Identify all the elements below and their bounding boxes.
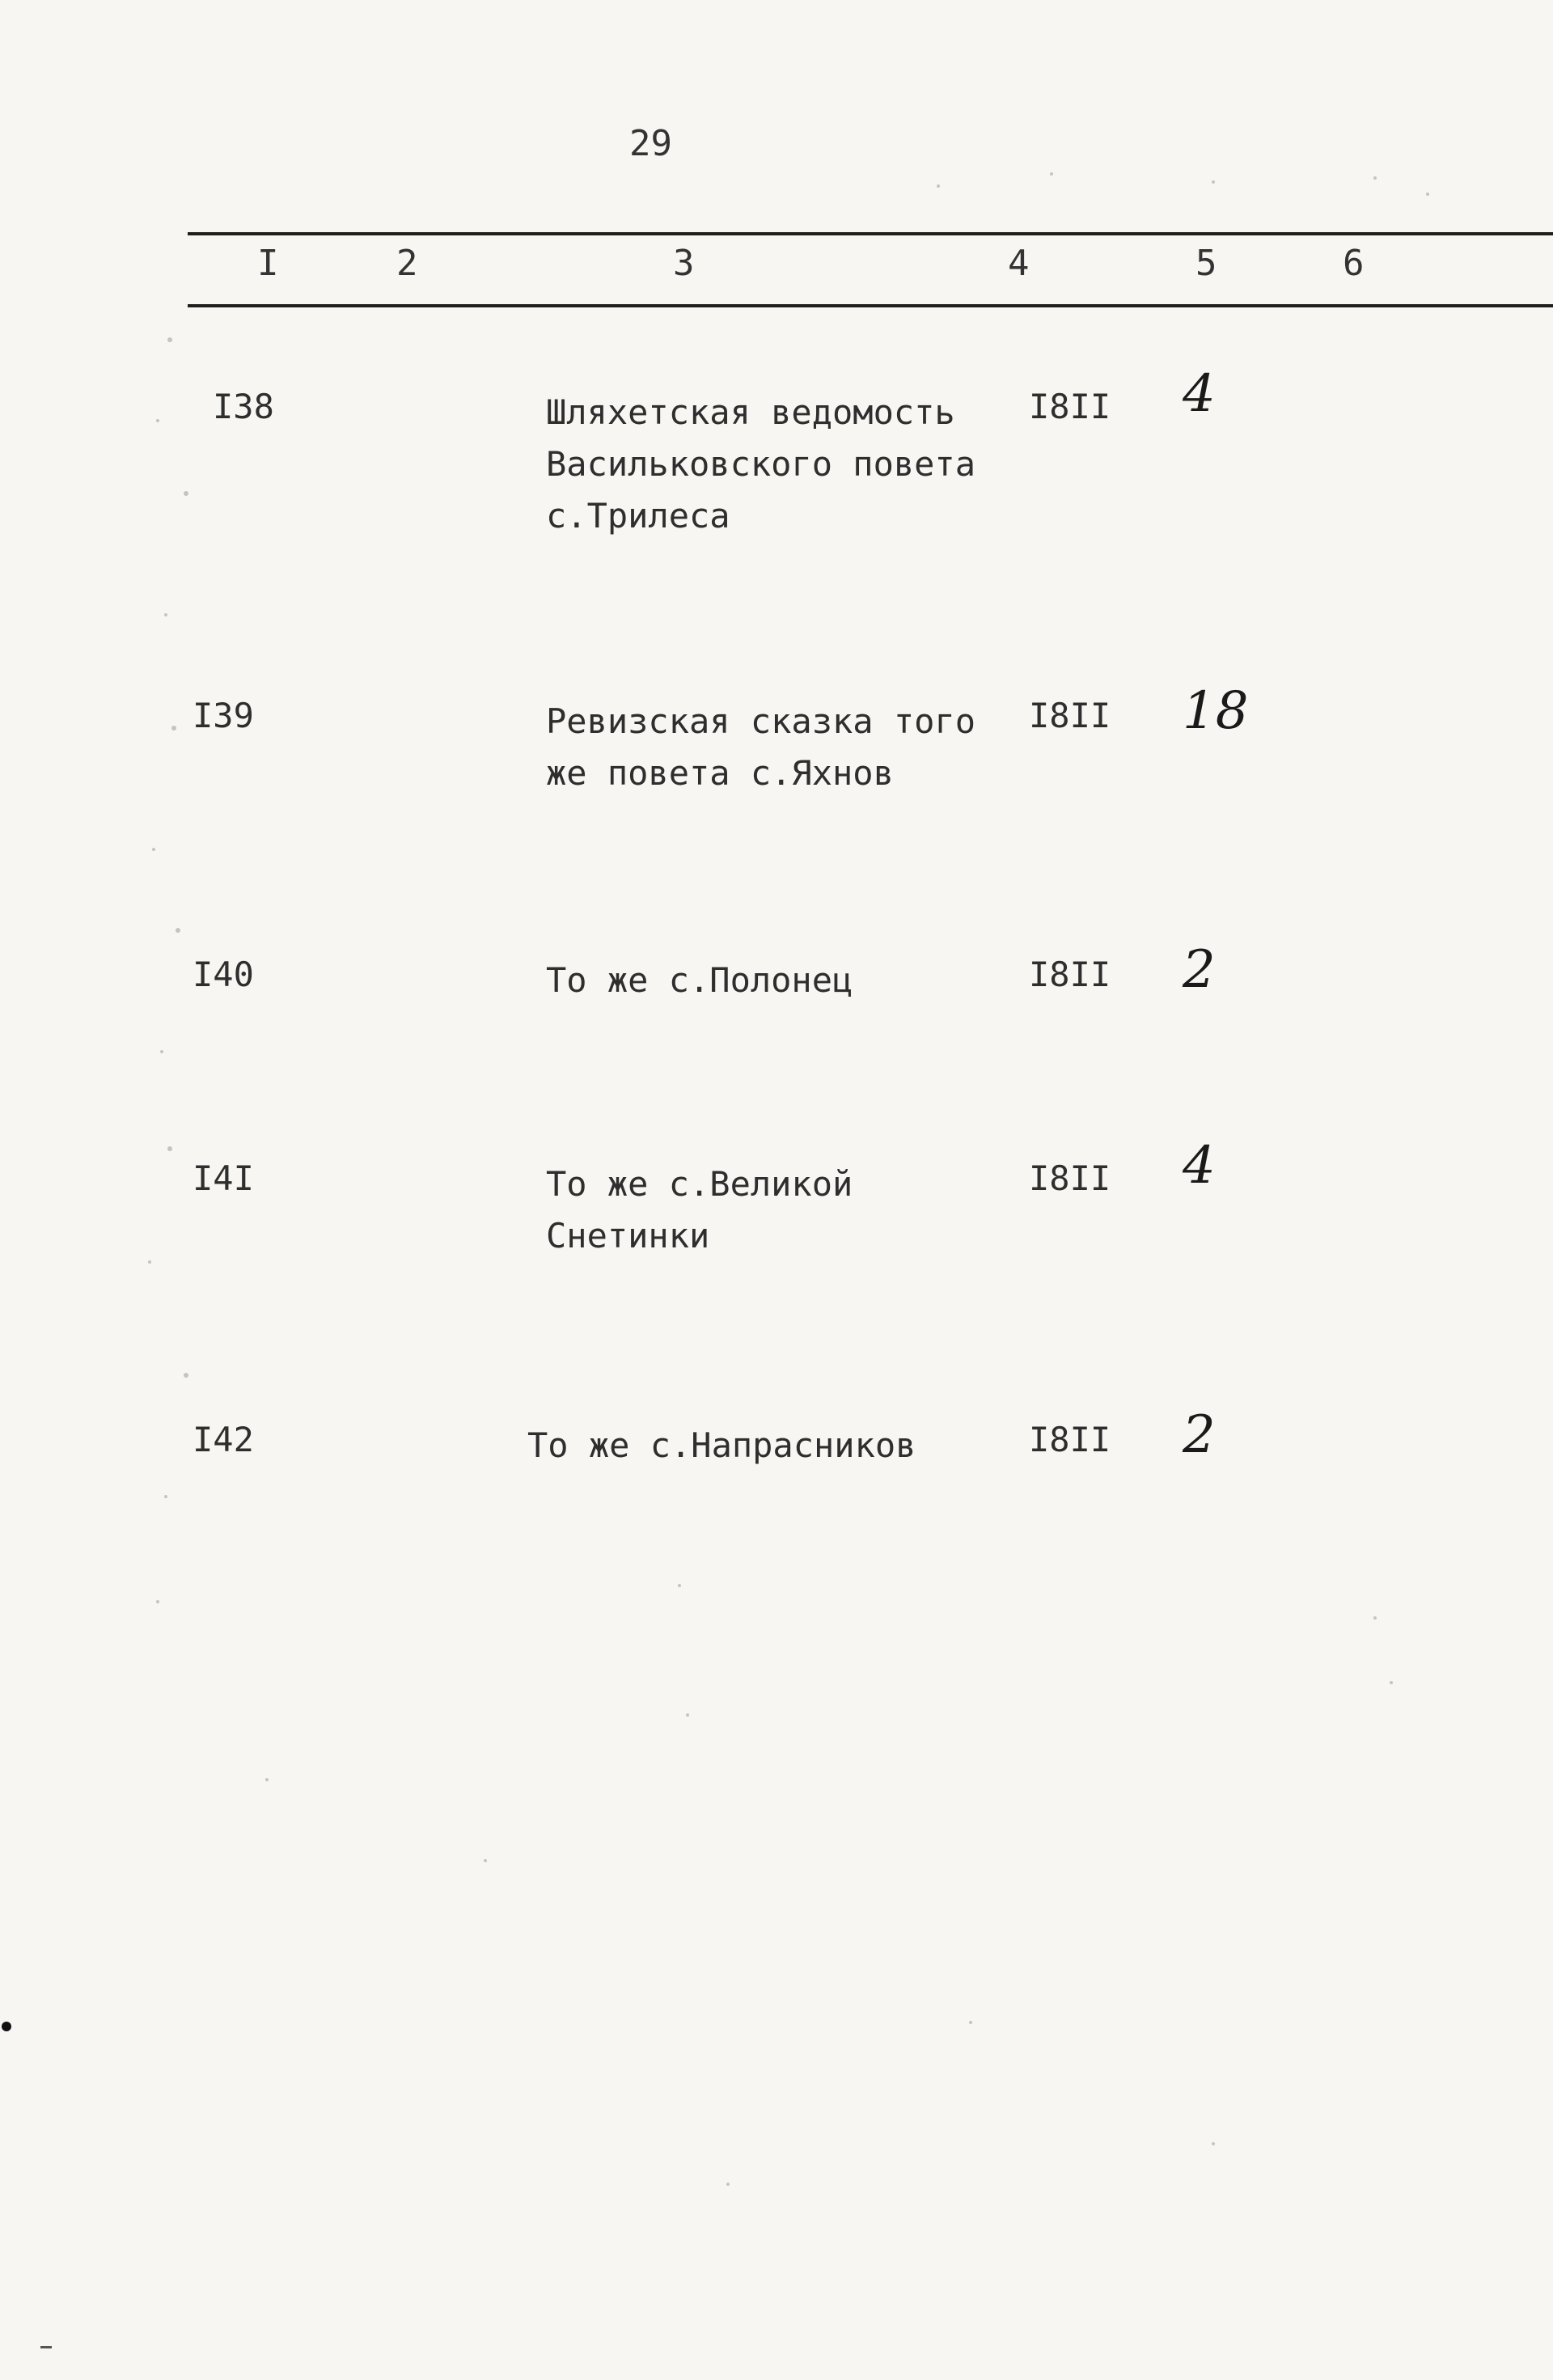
- item-number: I40: [193, 955, 254, 994]
- column-header-3: 3: [673, 243, 695, 284]
- item-year: I8II: [1029, 696, 1111, 735]
- title-line: То же с.Великой: [546, 1164, 853, 1204]
- item-year: I8II: [1029, 1158, 1111, 1198]
- item-year: I8II: [1029, 1420, 1111, 1459]
- item-sheet-count: 2: [1183, 940, 1216, 1000]
- item-title: [546, 1158, 1031, 1262]
- table-header-bottom-rule: [188, 304, 1553, 307]
- item-year: I8II: [1029, 387, 1111, 426]
- item-year: I8II: [1029, 955, 1111, 994]
- item-title: [527, 1420, 1013, 1472]
- item-number: I4I: [193, 1158, 254, 1198]
- item-sheet-count: 4: [1183, 1136, 1216, 1196]
- item-number: I38: [213, 387, 274, 426]
- item-title: [546, 955, 1031, 1006]
- title-line: То же с.Напрасников: [527, 1425, 916, 1465]
- title-line: Снетинки: [546, 1216, 710, 1256]
- table-top-rule: [188, 232, 1553, 235]
- item-sheet-count: 4: [1183, 364, 1216, 424]
- column-header-1: I: [257, 243, 279, 284]
- item-title: [546, 387, 1031, 542]
- column-header-5: 5: [1195, 243, 1217, 284]
- item-sheet-count: 2: [1183, 1405, 1216, 1465]
- title-line: Васильковского повета: [546, 444, 976, 484]
- column-header-2: 2: [396, 243, 418, 284]
- item-sheet-count: 18: [1183, 681, 1249, 741]
- column-header-6: 6: [1343, 243, 1365, 284]
- title-line: же повета с.Яхнов: [546, 753, 894, 793]
- title-line: Ревизская сказка того: [546, 701, 976, 741]
- page-number: 29: [629, 123, 672, 164]
- item-number: I42: [193, 1420, 254, 1459]
- column-header-4: 4: [1008, 243, 1030, 284]
- item-title: [546, 696, 1031, 799]
- item-number: I39: [193, 696, 254, 735]
- title-line: То же с.Полонец: [546, 960, 853, 1000]
- title-line: с.Трилеса: [546, 496, 730, 536]
- title-line: Шляхетская ведомость: [546, 392, 955, 432]
